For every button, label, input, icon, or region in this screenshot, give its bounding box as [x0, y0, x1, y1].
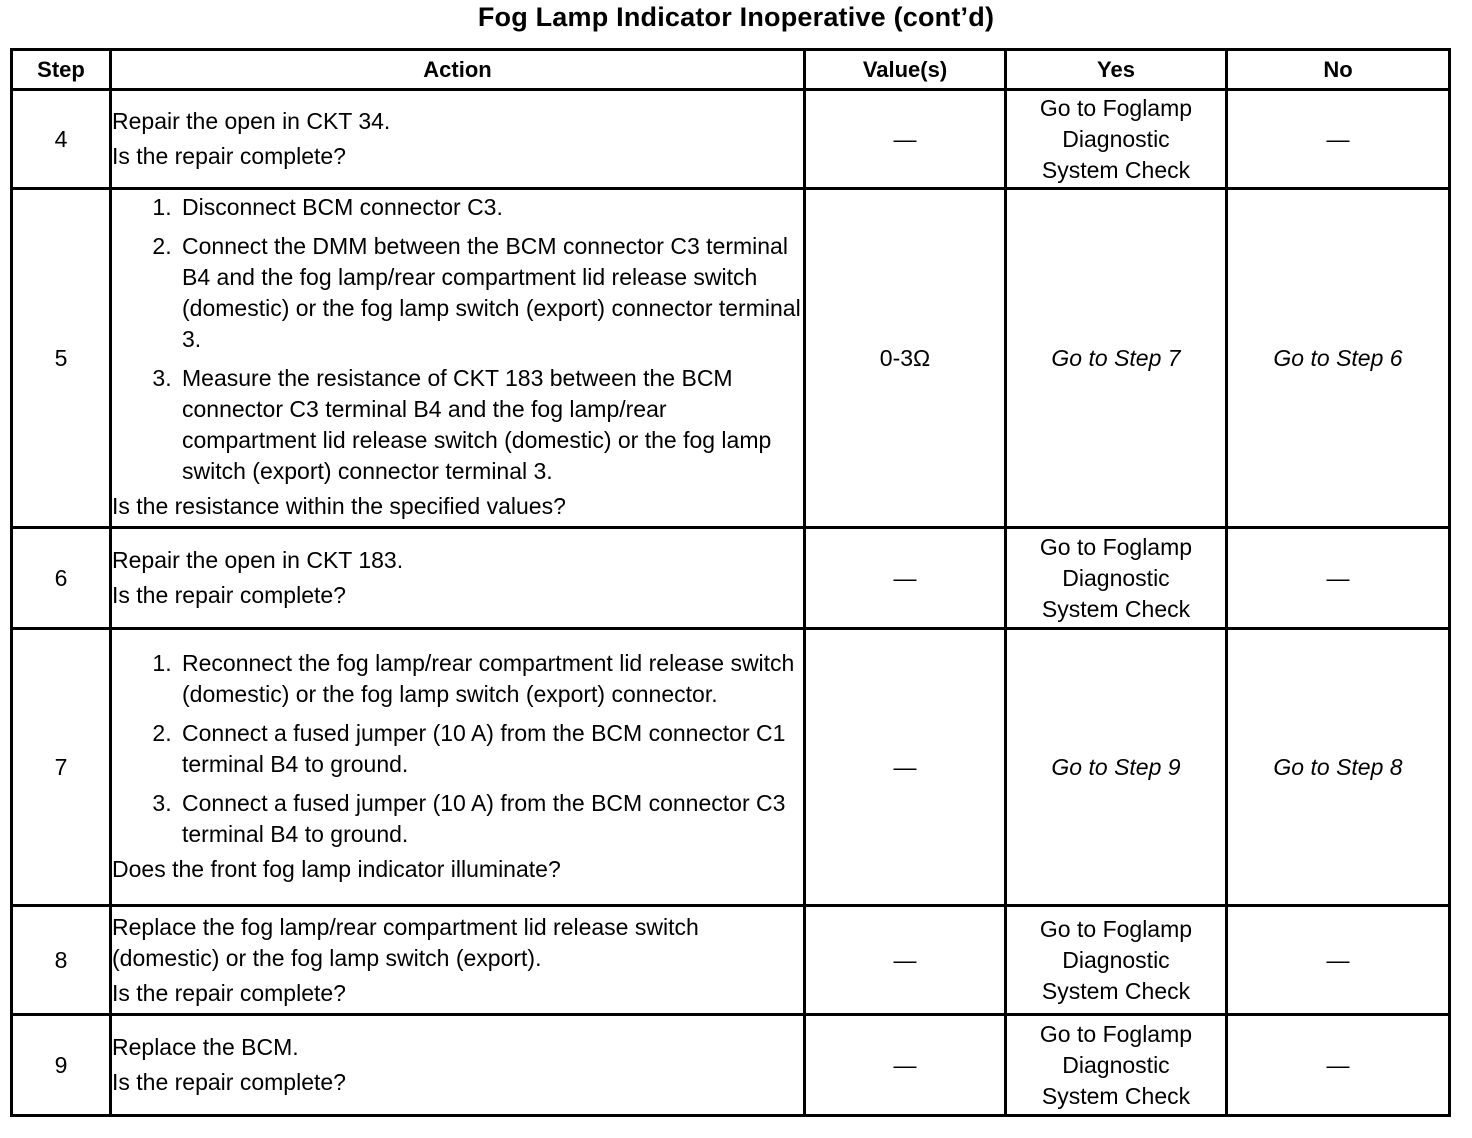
no-cell: Go to Step 6	[1227, 189, 1450, 528]
value-cell: —	[805, 629, 1006, 906]
table-row	[12, 629, 1450, 906]
procedure-list	[112, 648, 803, 850]
step-number: 7	[12, 629, 111, 906]
header-step: Step	[12, 50, 111, 90]
step-number: 6	[12, 528, 111, 629]
procedure-step: 2. Connect a fused jumper (10 A) from the BCM connector C1 terminal B4 to ground.	[178, 718, 803, 780]
procedure-step: 1. Disconnect BCM connector C3.	[178, 192, 803, 223]
action-cell	[111, 1015, 805, 1116]
yes-cell	[1006, 1015, 1227, 1116]
no-cell: Go to Step 8	[1227, 629, 1450, 906]
value-cell: —	[805, 906, 1006, 1015]
action-question: Does the front fog lamp indicator illuminate?	[112, 855, 561, 882]
action-question: Is the repair complete?	[112, 582, 346, 608]
procedure-step: 1. Reconnect the fog lamp/rear compartment lid release switch (domestic) or the fog lamp switch (export) connector.	[178, 648, 803, 710]
table-row	[12, 1015, 1450, 1116]
table-row	[12, 189, 1450, 528]
page-title: Fog Lamp Indicator Inoperative (cont’d)	[477, 2, 995, 32]
yes-goto-text: Go to Foglamp Diagnostic System Check	[1039, 533, 1193, 622]
yes-goto-text: Go to Foglamp Diagnostic System Check	[1039, 94, 1193, 183]
action-line: Repair the open in CKT 34.	[112, 108, 391, 134]
no-cell: —	[1227, 906, 1450, 1015]
step-number: 9	[12, 1015, 111, 1116]
header-action: Action	[111, 50, 805, 90]
header-no: No	[1227, 50, 1450, 90]
yes-cell	[1006, 906, 1227, 1015]
value-cell: 0-3Ω	[805, 189, 1006, 528]
step-number: 4	[12, 90, 111, 189]
no-cell: —	[1227, 90, 1450, 189]
action-cell	[111, 90, 805, 189]
action-cell	[111, 528, 805, 629]
yes-cell	[1006, 90, 1227, 189]
header-row	[12, 50, 1450, 90]
diagnostic-table	[10, 48, 1451, 1117]
procedure-step: 2. Connect the DMM between the BCM connector C3 terminal B4 and the fog lamp/rear compartment lid release switch (domestic) or the fog lamp switch (export) connector terminal 3.	[178, 231, 803, 355]
no-cell: —	[1227, 528, 1450, 629]
yes-cell	[1006, 528, 1227, 629]
action-line: Repair the open in CKT 183.	[112, 547, 404, 573]
action-line: Replace the fog lamp/rear compartment lid release switch (domestic) or the fog lamp switch (export).	[112, 913, 699, 971]
table-row	[12, 528, 1450, 629]
header-yes: Yes	[1006, 50, 1227, 90]
procedure-step: 3. Measure the resistance of CKT 183 between the BCM connector C3 terminal B4 and the fog lamp/rear compartment lid release switch (domestic) or the fog lamp switch (export) connector terminal 3.	[178, 363, 803, 487]
value-cell: —	[805, 1015, 1006, 1116]
action-question: Is the repair complete?	[112, 143, 346, 169]
step-number: 5	[12, 189, 111, 528]
action-cell	[111, 629, 805, 906]
action-line: Replace the BCM.	[112, 1034, 299, 1060]
action-question: Is the repair complete?	[112, 1069, 346, 1095]
action-question: Is the repair complete?	[112, 979, 346, 1006]
action-cell	[111, 189, 805, 528]
header-value: Value(s)	[805, 50, 1006, 90]
yes-goto-text: Go to Foglamp Diagnostic System Check	[1039, 1020, 1193, 1109]
yes-goto-text: Go to Foglamp Diagnostic System Check	[1039, 915, 1193, 1004]
action-cell	[111, 906, 805, 1015]
procedure-list	[112, 192, 803, 487]
step-number: 8	[12, 906, 111, 1015]
yes-cell: Go to Step 7	[1006, 189, 1227, 528]
yes-cell: Go to Step 9	[1006, 629, 1227, 906]
action-question: Is the resistance within the specified values?	[112, 493, 566, 519]
table-row	[12, 906, 1450, 1015]
procedure-step: 3. Connect a fused jumper (10 A) from the BCM connector C3 terminal B4 to ground.	[178, 788, 803, 850]
no-cell: —	[1227, 1015, 1450, 1116]
value-cell: —	[805, 528, 1006, 629]
table-row	[12, 90, 1450, 189]
value-cell: —	[805, 90, 1006, 189]
